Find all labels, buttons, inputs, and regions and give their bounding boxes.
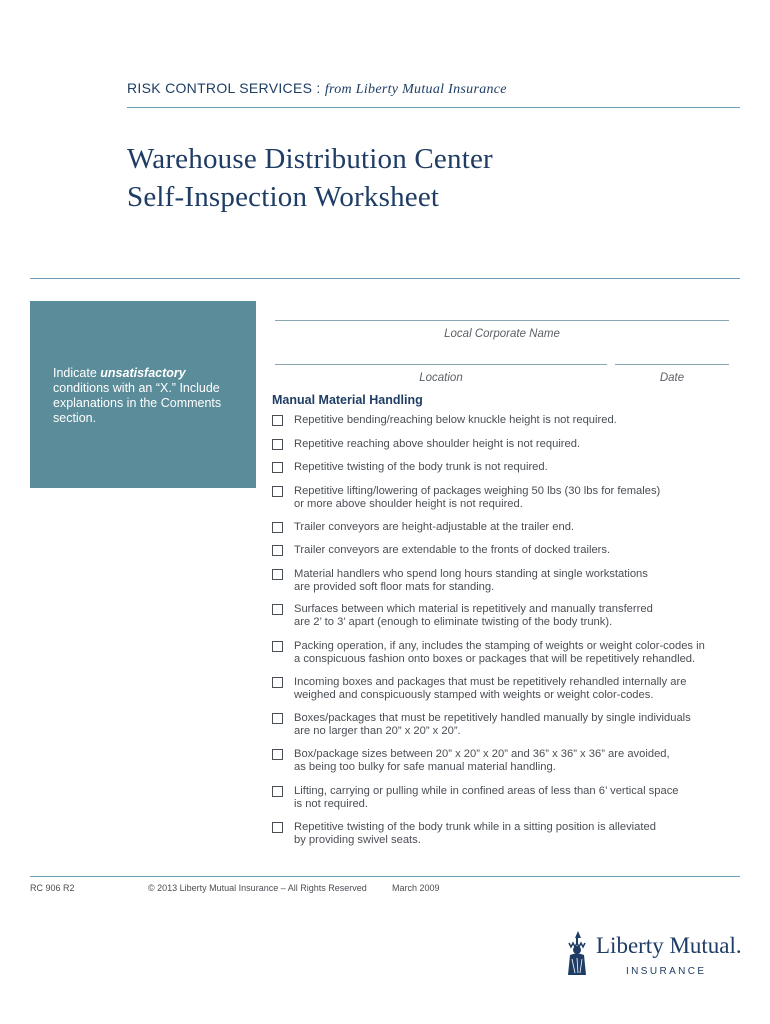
liberty-mutual-logo <box>560 929 745 979</box>
corporate-name-label: Local Corporate Name <box>444 328 560 340</box>
checkbox[interactable] <box>272 641 283 652</box>
header <box>127 80 507 98</box>
checklist-item-text: Box/package sizes between 20” x 20” x 20” and 36” x 36” x 36” are avoided, as being too bulky for safe manual material handling. <box>294 748 670 773</box>
checkbox[interactable] <box>272 522 283 533</box>
checkbox[interactable] <box>272 822 283 833</box>
page-title <box>127 140 493 216</box>
checklist-item-text: Trailer conveyors are height-adjustable at the trailer end. <box>294 521 575 533</box>
corporate-name-field[interactable] <box>275 320 729 321</box>
checkbox[interactable] <box>272 569 283 580</box>
checklist-item-text: Material handlers who spend long hours standing at single workstations are provided soft floor mats for standing. <box>294 568 648 593</box>
checklist-item-text: Repetitive lifting/lowering of packages weighing 50 lbs (30 lbs for females) or more above shoulder height is not required. <box>294 485 661 510</box>
checkbox[interactable] <box>272 677 283 688</box>
checklist-item-text: Incoming boxes and packages that must be repetitively rehandled internally are weighed and conspicuously stamped with weights or weight color-codes. <box>294 676 687 701</box>
checkbox[interactable] <box>272 604 283 615</box>
location-label: Location <box>419 372 463 384</box>
checkbox[interactable] <box>272 545 283 556</box>
instruction-emphasis: unsatisfactory <box>100 366 186 380</box>
instruction-prefix: Indicate <box>53 366 101 380</box>
checklist-item-text: Boxes/packages that must be repetitively handled manually by single individuals are no larger than 20” x 20” x 20”. <box>294 712 691 737</box>
location-field[interactable] <box>275 364 607 365</box>
checklist-item-text: Lifting, carrying or pulling while in confined areas of less than 6’ vertical space is not required. <box>294 785 679 810</box>
instruction-text <box>53 366 243 426</box>
checklist-item-text: Repetitive bending/reaching below knuckle height is not required. <box>294 414 617 426</box>
checkbox[interactable] <box>272 415 283 426</box>
header-brand: RISK CONTROL SERVICES : <box>127 80 321 96</box>
footer-rule <box>30 876 740 877</box>
form-code: RC 906 R2 <box>30 883 75 893</box>
header-rule <box>127 107 740 108</box>
checklist-item-text: Surfaces between which material is repetitively and manually transferred are 2’ to 3’ apart (enough to eliminate twisting of the body trunk). <box>294 603 653 628</box>
logo-insurance: INSURANCE <box>626 966 707 977</box>
checklist-item-text: Packing operation, if any, includes the stamping of weights or weight color-codes in a conspicuous fashion onto boxes or packages that will be repetitively rehandled. <box>294 640 705 665</box>
checkbox[interactable] <box>272 462 283 473</box>
checkbox[interactable] <box>272 486 283 497</box>
copyright: © 2013 Liberty Mutual Insurance – All Rights Reserved <box>148 883 367 893</box>
title-rule <box>30 278 740 279</box>
checklist-item-text: Repetitive twisting of the body trunk while in a sitting position is alleviated by providing swivel seats. <box>294 821 656 846</box>
checkbox[interactable] <box>272 439 283 450</box>
logo-wordmark: Liberty Mutual. <box>596 933 742 958</box>
header-subtitle: from Liberty Mutual Insurance <box>324 82 507 97</box>
checklist-item-text: Repetitive reaching above shoulder height is not required. <box>294 438 581 450</box>
instruction-suffix: conditions with an “X.” Include explanations in the Comments section. <box>53 381 222 425</box>
page-title-line2: Self-Inspection Worksheet <box>127 181 440 213</box>
page-title-line1: Warehouse Distribution Center <box>127 143 493 175</box>
checkbox[interactable] <box>272 749 283 760</box>
date-label: Date <box>659 372 685 384</box>
checklist-item-text: Trailer conveyors are extendable to the fronts of docked trailers. <box>294 544 611 556</box>
form-date: March 2009 <box>392 883 440 893</box>
checkbox[interactable] <box>272 713 283 724</box>
instruction-panel <box>30 301 256 488</box>
date-field[interactable] <box>615 364 729 365</box>
checklist-item-text: Repetitive twisting of the body trunk is not required. <box>294 461 548 473</box>
section-title: Manual Material Handling <box>272 393 423 407</box>
checkbox[interactable] <box>272 786 283 797</box>
statue-of-liberty-icon <box>560 929 594 977</box>
